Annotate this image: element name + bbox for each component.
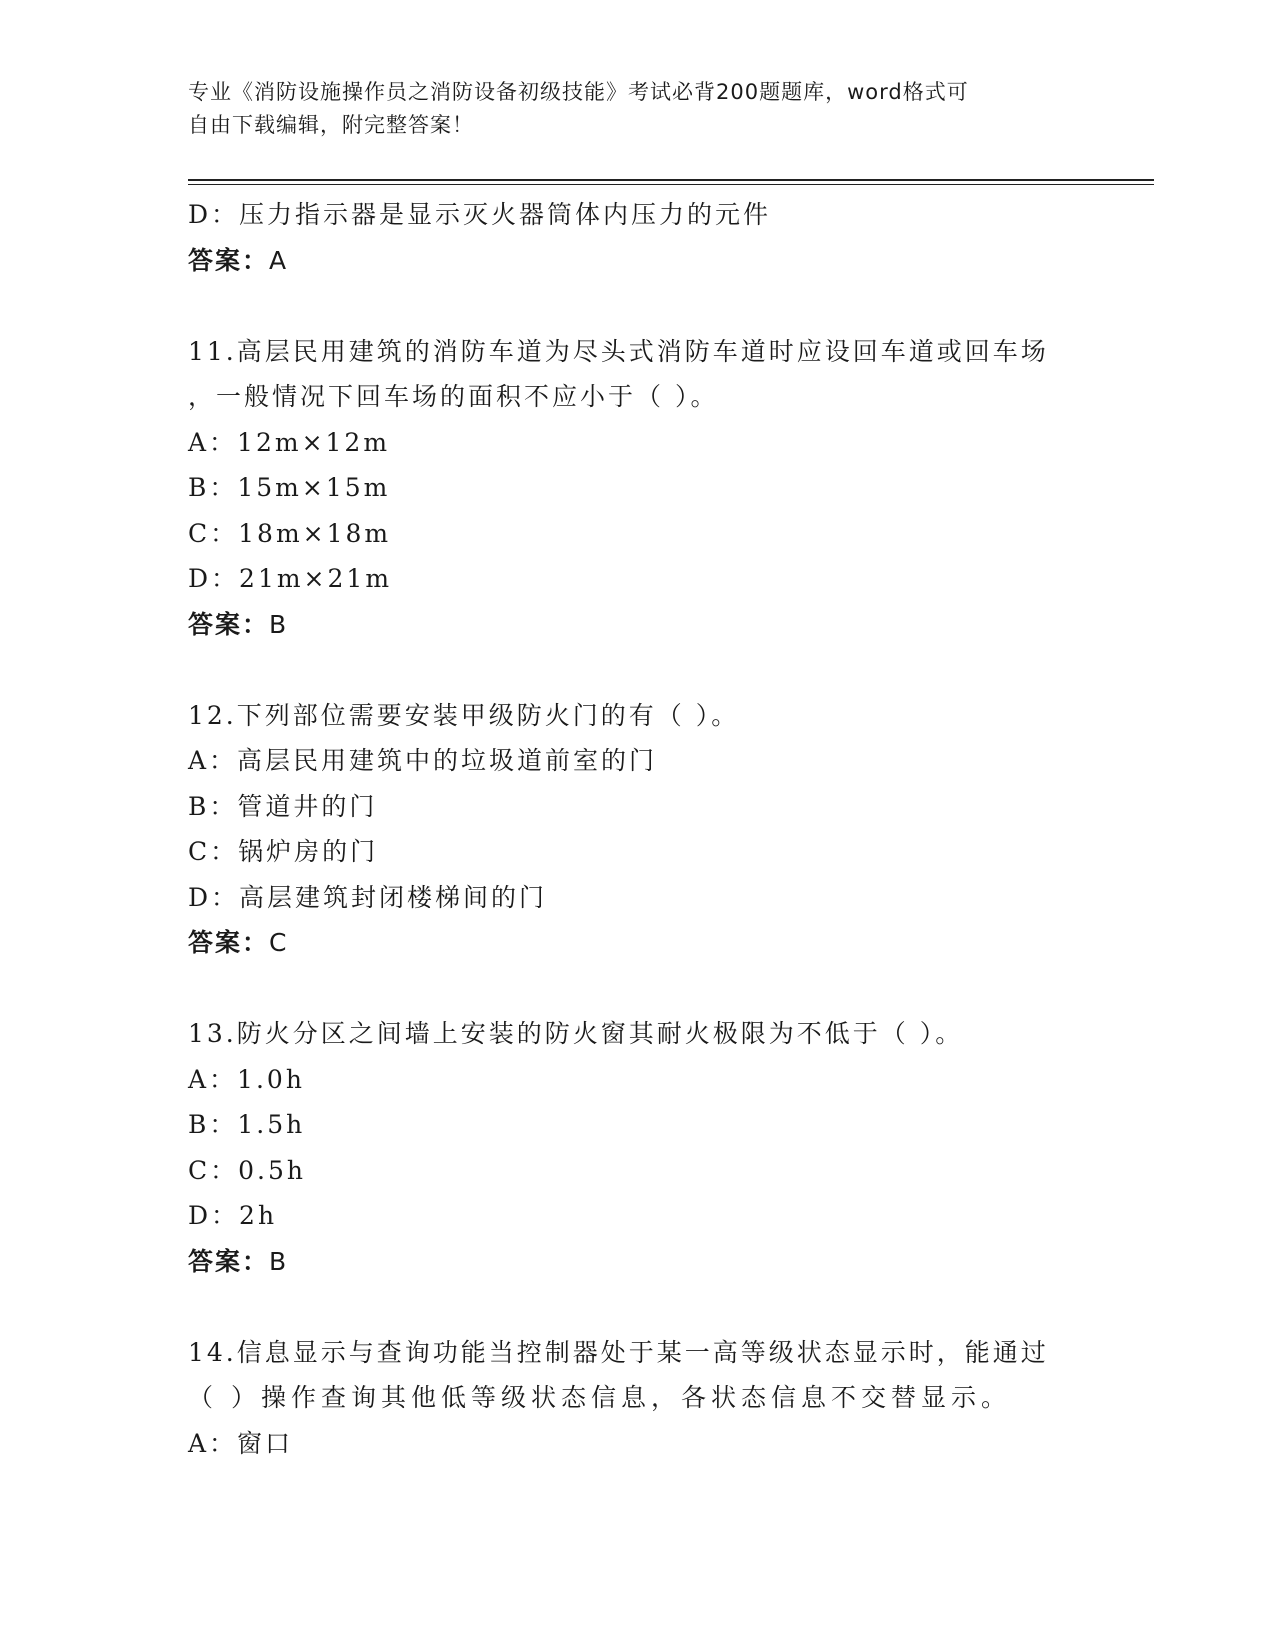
option-a: A：1.0h (188, 1064, 305, 1094)
answer-label: 答案： (188, 245, 270, 275)
question-stem: 12.下列部位需要安装甲级防火门的有（ ）。 (188, 700, 740, 730)
option-d: D：高层建筑封闭楼梯间的门 (188, 882, 548, 912)
option-c: C：0.5h (188, 1155, 306, 1185)
option-b: B：1.5h (188, 1110, 306, 1139)
document-header (188, 76, 1068, 142)
answer-label: 答案： (188, 609, 270, 639)
option-d: D：2h (188, 1201, 278, 1230)
question-stem: 14.信息显示与查询功能当控制器处于某一高等级状态显示时，能通过 (188, 1337, 1049, 1367)
answer-value: B (269, 1246, 289, 1276)
answer (188, 920, 1088, 966)
question-14 (188, 1330, 1088, 1467)
question-stem-cont: ，一般情况下回车场的面积不应小于（ ）。 (188, 382, 719, 411)
option-c: C：18m×18m (188, 518, 392, 548)
answer-value: A (269, 245, 289, 275)
option-a: A：12m×12m (188, 427, 391, 457)
header-divider-thick (188, 179, 1154, 181)
question-list (188, 192, 1088, 1466)
header-line-2: 自由下载编辑，附完整答案！ (188, 113, 474, 137)
answer-value: C (269, 928, 289, 957)
option-a: A：窗口 (188, 1428, 294, 1458)
option-b: B：15m×15m (188, 473, 391, 502)
option-d: D：21m×21m (188, 564, 393, 593)
question-stem: 11.高层民用建筑的消防车道为尽头式消防车道时应设回车道或回车场 (188, 336, 1049, 366)
answer (188, 602, 1088, 648)
answer-label: 答案： (188, 1246, 270, 1276)
prev-answer (188, 238, 1088, 284)
header-divider-thin (188, 184, 1154, 185)
question-12 (188, 693, 1088, 966)
question-stem-cont: （ ）操作查询其他低等级状态信息，各状态信息不交替显示。 (188, 1383, 1011, 1412)
prev-option-d: D：压力指示器是显示灭火器筒体内压力的元件 (188, 200, 772, 229)
header-line-1: 专业《消防设施操作员之消防设备初级技能》考试必背200题题库，word格式可 (188, 80, 969, 104)
answer (188, 1239, 1088, 1285)
question-stem: 13.防火分区之间墙上安装的防火窗其耐火极限为不低于（ ）。 (188, 1019, 964, 1048)
question-13 (188, 1011, 1088, 1284)
option-c: C：锅炉房的门 (188, 837, 379, 866)
option-a: A：高层民用建筑中的垃圾道前室的门 (188, 746, 658, 775)
answer-label: 答案： (188, 928, 270, 957)
option-b: B：管道井的门 (188, 791, 378, 821)
question-11 (188, 329, 1088, 648)
answer-value: B (269, 609, 289, 639)
